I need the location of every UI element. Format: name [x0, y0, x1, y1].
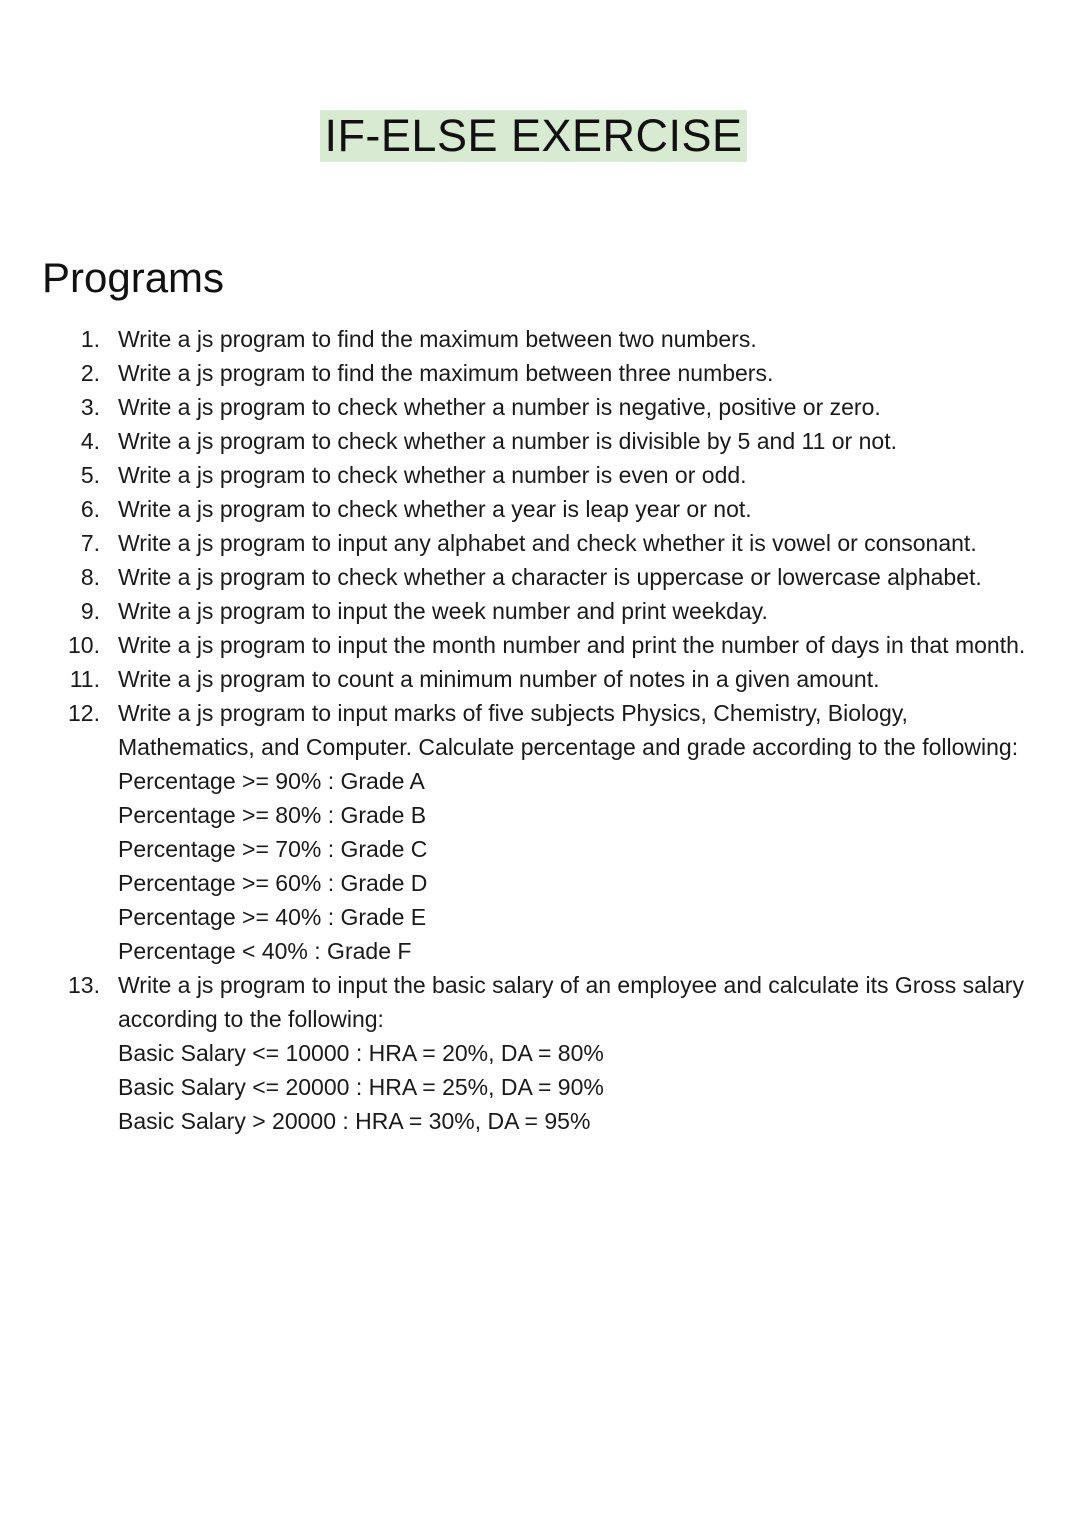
section-heading: Programs	[42, 254, 225, 301]
list-item-text: Write a js program to input any alphabet and check whether it is vowel or consonant.	[118, 530, 977, 556]
list-item-subline: Percentage >= 80% : Grade B	[118, 802, 427, 828]
list-item	[0, 458, 1067, 492]
list-item-number: 6.	[80, 496, 100, 522]
list-item-text: Write a js program to find the maximum between two numbers.	[118, 326, 757, 352]
list-item	[0, 492, 1067, 526]
list-item-subline: Basic Salary <= 10000 : HRA = 20%, DA = 80%	[118, 1040, 604, 1066]
list-item-number: 1.	[80, 326, 100, 352]
list-item-text: Write a js program to check whether a character is uppercase or lowercase alphabet.	[118, 564, 982, 590]
list-item	[0, 696, 1067, 968]
list-item-subline: Percentage >= 70% : Grade C	[118, 836, 428, 862]
list-item-text: Write a js program to check whether a number is negative, positive or zero.	[118, 394, 881, 420]
list-item-number: 3.	[80, 394, 100, 420]
list-item-number: 5.	[80, 462, 100, 488]
list-item-text: Write a js program to find the maximum between three numbers.	[118, 360, 774, 386]
list-item-subline: Percentage >= 40% : Grade E	[118, 904, 427, 930]
list-item-subline: Percentage >= 90% : Grade A	[118, 768, 425, 794]
list-item	[0, 526, 1067, 560]
title-container	[0, 110, 1067, 162]
list-item-number: 4.	[80, 428, 100, 454]
list-item	[0, 628, 1067, 662]
list-item-text: Write a js program to check whether a number is divisible by 5 and 11 or not.	[118, 428, 897, 454]
list-item-text: Write a js program to check whether a year is leap year or not.	[118, 496, 752, 522]
list-item-subline: Basic Salary <= 20000 : HRA = 25%, DA = 90%	[118, 1074, 604, 1100]
list-item-number: 11.	[69, 666, 100, 692]
program-list	[0, 322, 1067, 1138]
list-item-subline: Percentage >= 60% : Grade D	[118, 870, 428, 896]
list-item-text: Write a js program to input the week number and print weekday.	[118, 598, 768, 624]
list-item-number: 8.	[80, 564, 100, 590]
list-item-number: 13.	[68, 972, 100, 998]
list-item-text: Write a js program to input the month number and print the number of days in that month.	[118, 632, 1026, 658]
list-item	[0, 356, 1067, 390]
list-item	[0, 424, 1067, 458]
list-item-text: Write a js program to check whether a number is even or odd.	[118, 462, 747, 488]
page-title: IF-ELSE EXERCISE	[320, 110, 746, 162]
list-item	[0, 322, 1067, 356]
list-item	[0, 390, 1067, 424]
list-item-number: 7.	[80, 530, 100, 556]
list-item-subline: Basic Salary > 20000 : HRA = 30%, DA = 95%	[118, 1108, 591, 1134]
list-item	[0, 560, 1067, 594]
list-item	[0, 594, 1067, 628]
list-item-number: 10.	[68, 632, 100, 658]
list-item-text: Write a js program to input marks of five subjects Physics, Chemistry, Biology, Mathematics, and Computer. Calculate percentage and grade according to the following:	[118, 700, 1019, 760]
list-item	[0, 968, 1067, 1138]
list-item-number: 2.	[80, 360, 100, 386]
list-item-text: Write a js program to count a minimum number of notes in a given amount.	[118, 666, 880, 692]
list-item-number: 9.	[80, 598, 100, 624]
list-item-number: 12.	[68, 700, 100, 726]
list-item-text: Write a js program to input the basic salary of an employee and calculate its Gross salary according to the following:	[118, 972, 1024, 1032]
list-item-subline: Percentage < 40% : Grade F	[118, 938, 412, 964]
list-item	[0, 662, 1067, 696]
